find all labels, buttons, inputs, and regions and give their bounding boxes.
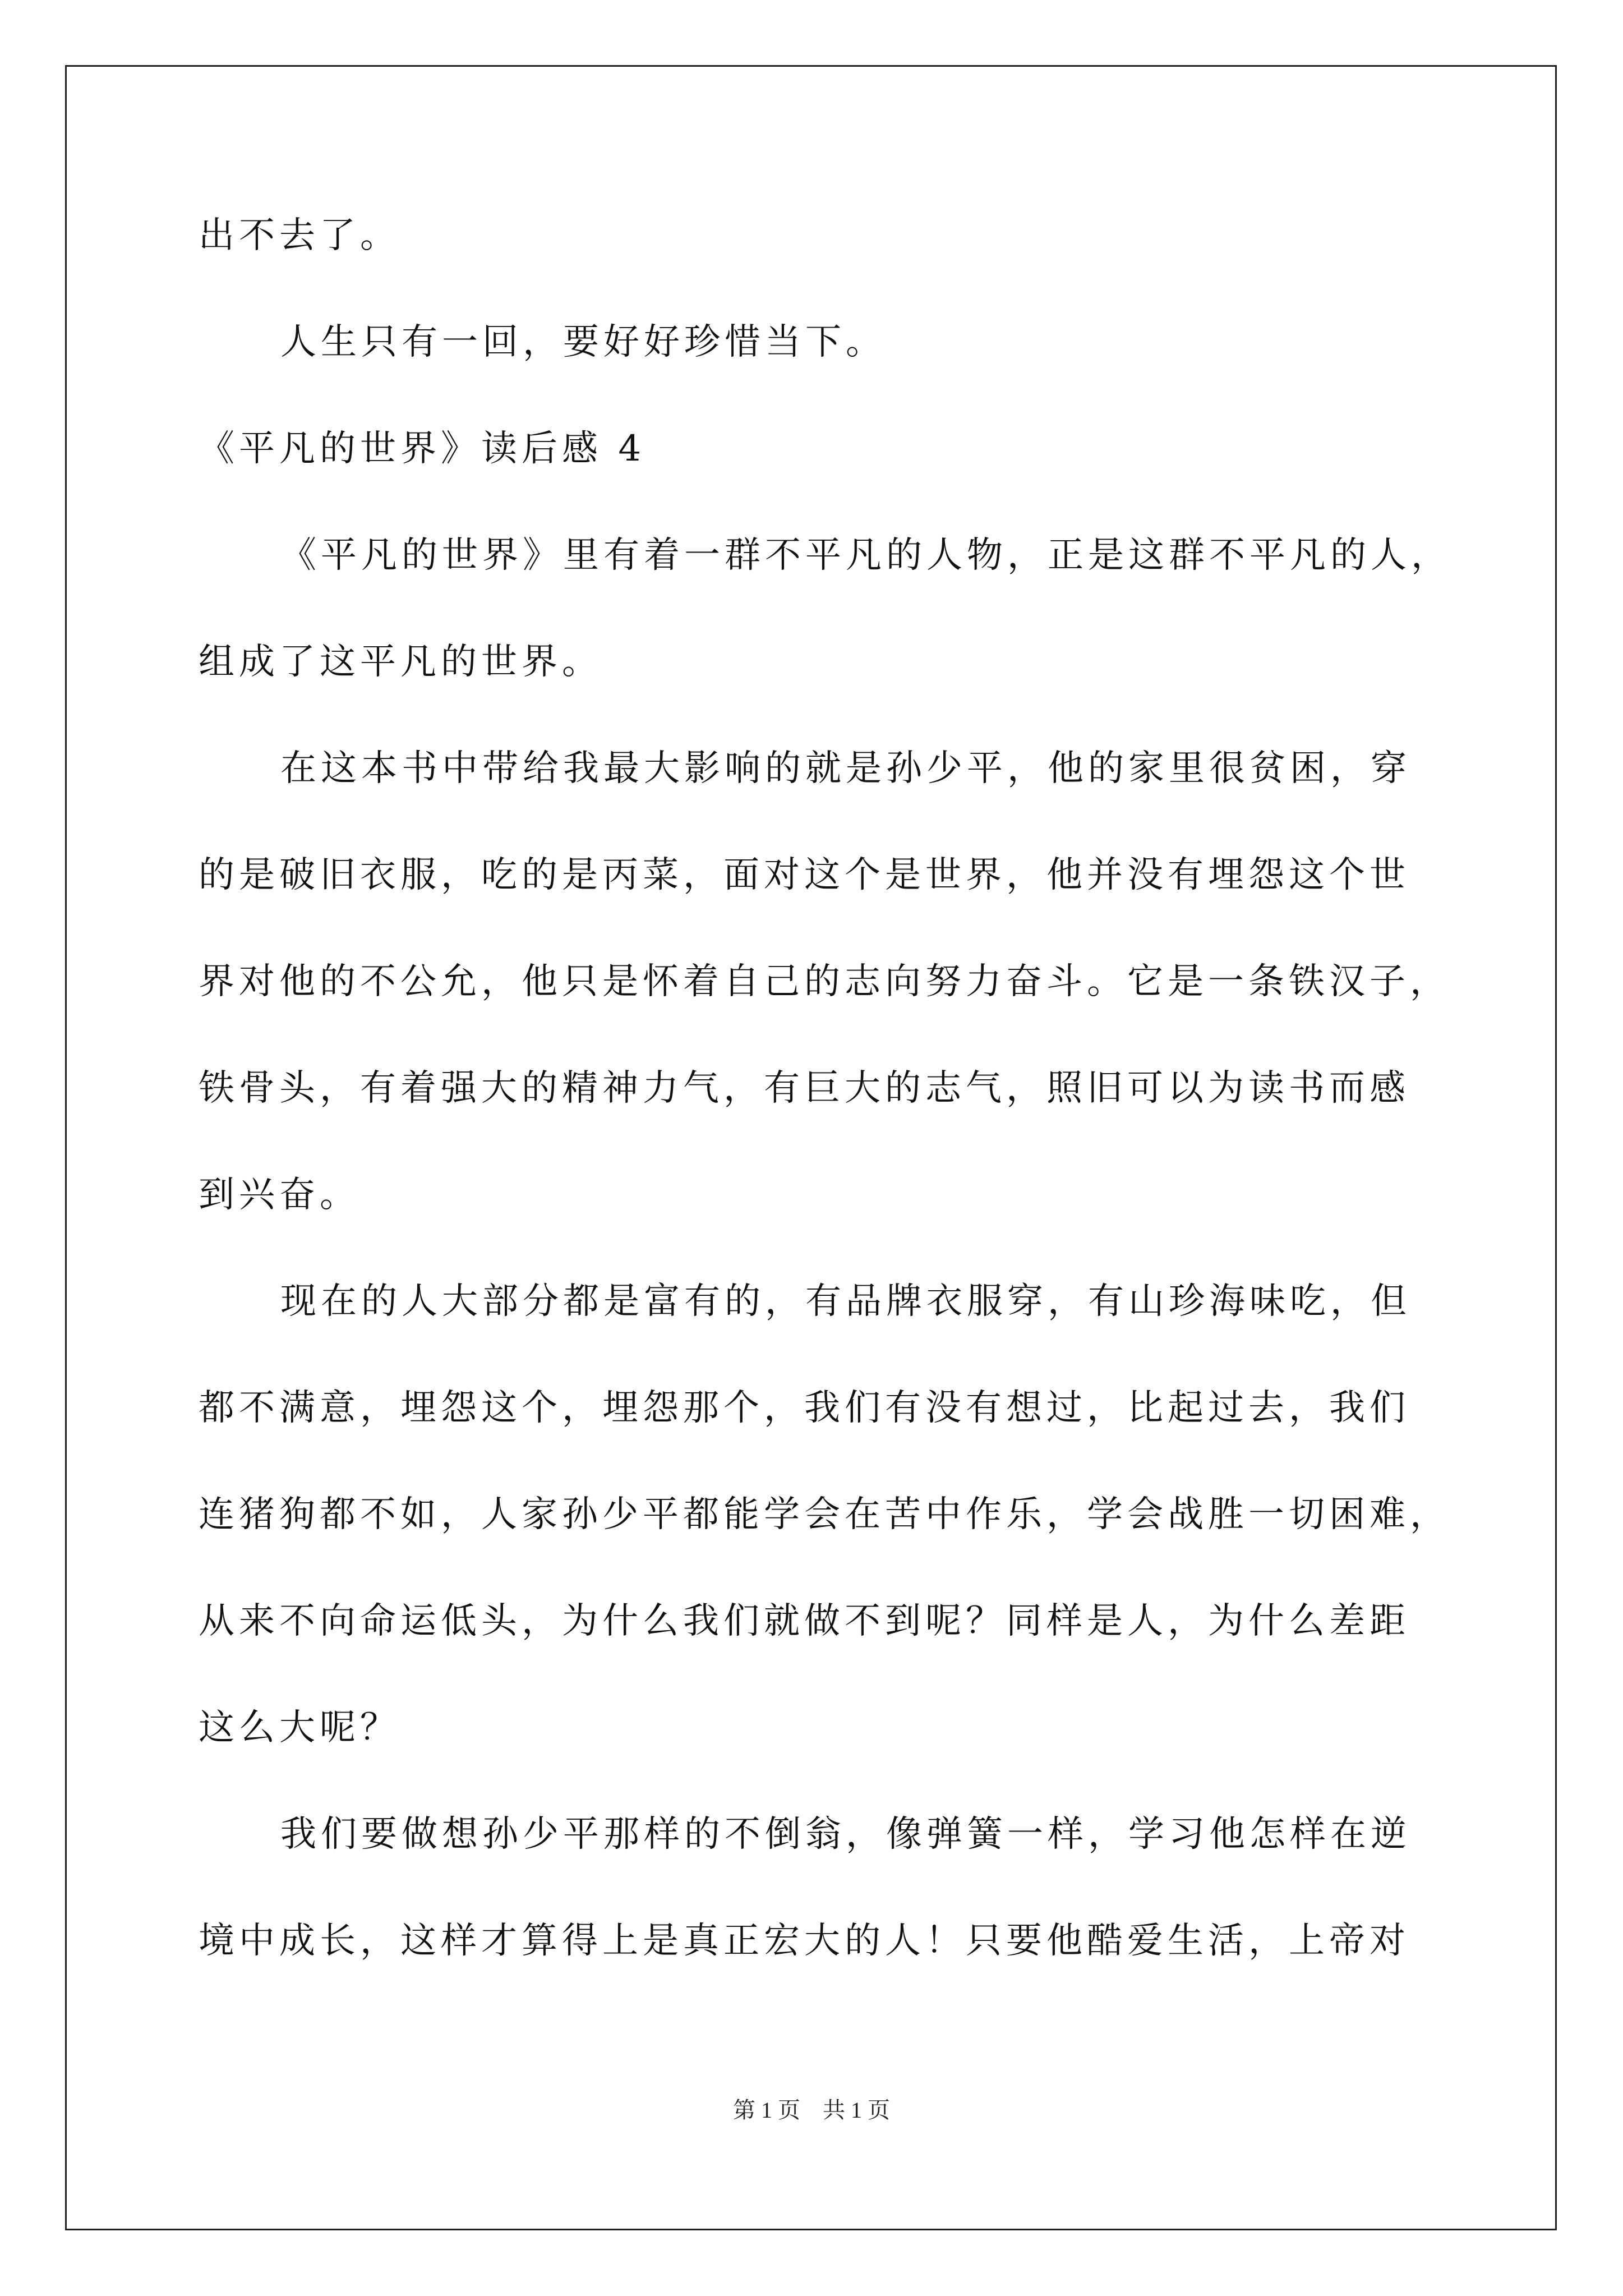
text-line: 到兴奋。 — [199, 1174, 360, 1216]
text-line: 都不满意，埋怨这个，埋怨那个，我们有没有想过，比起过去，我们 — [199, 1387, 1410, 1429]
text-line: 组成了这平凡的世界。 — [199, 641, 602, 683]
text-line: 《平凡的世界》里有着一群不平凡的人物，正是这群不平凡的人， — [280, 535, 1451, 576]
text-line: 铁骨头，有着强大的精神力气，有巨大的志气，照旧可以为读书而感 — [199, 1068, 1410, 1109]
text-line: 连猪狗都不如，人家孙少平都能学会在苦中作乐，学会战胜一切困难， — [199, 1494, 1450, 1535]
text-line: 我们要做想孙少平那样的不倒翁，像弹簧一样，学习他怎样在逆 — [280, 1814, 1411, 1855]
text-line: 现在的人大部分都是富有的，有品牌衣服穿，有山珍海味吃，但 — [280, 1281, 1411, 1322]
text-line: 从来不向命运低头，为什么我们就做不到呢？同样是人，为什么差距 — [199, 1600, 1410, 1642]
section-heading: 《平凡的世界》读后感 4 — [199, 428, 646, 470]
page-border — [65, 65, 1557, 2230]
text-line: 这么大呢？ — [199, 1707, 400, 1749]
text-line: 境中成长，这样才算得上是真正宏大的人！只要他酷爱生活，上帝对 — [199, 1920, 1410, 1962]
text-line: 出不去了。 — [199, 215, 400, 256]
page-footer: 第 1 页 共 1 页 — [733, 2097, 890, 2123]
text-line: 的是破旧衣服，吃的是丙菜，面对这个是世界，他并没有埋怨这个世 — [199, 854, 1410, 896]
text-line: 界对他的不公允，他只是怀着自己的志向努力奋斗。它是一条铁汉子， — [199, 961, 1450, 1002]
text-line: 在这本书中带给我最大影响的就是孙少平，他的家里很贫困，穿 — [280, 748, 1411, 789]
text-line: 人生只有一回，要好好珍惜当下。 — [280, 321, 886, 363]
